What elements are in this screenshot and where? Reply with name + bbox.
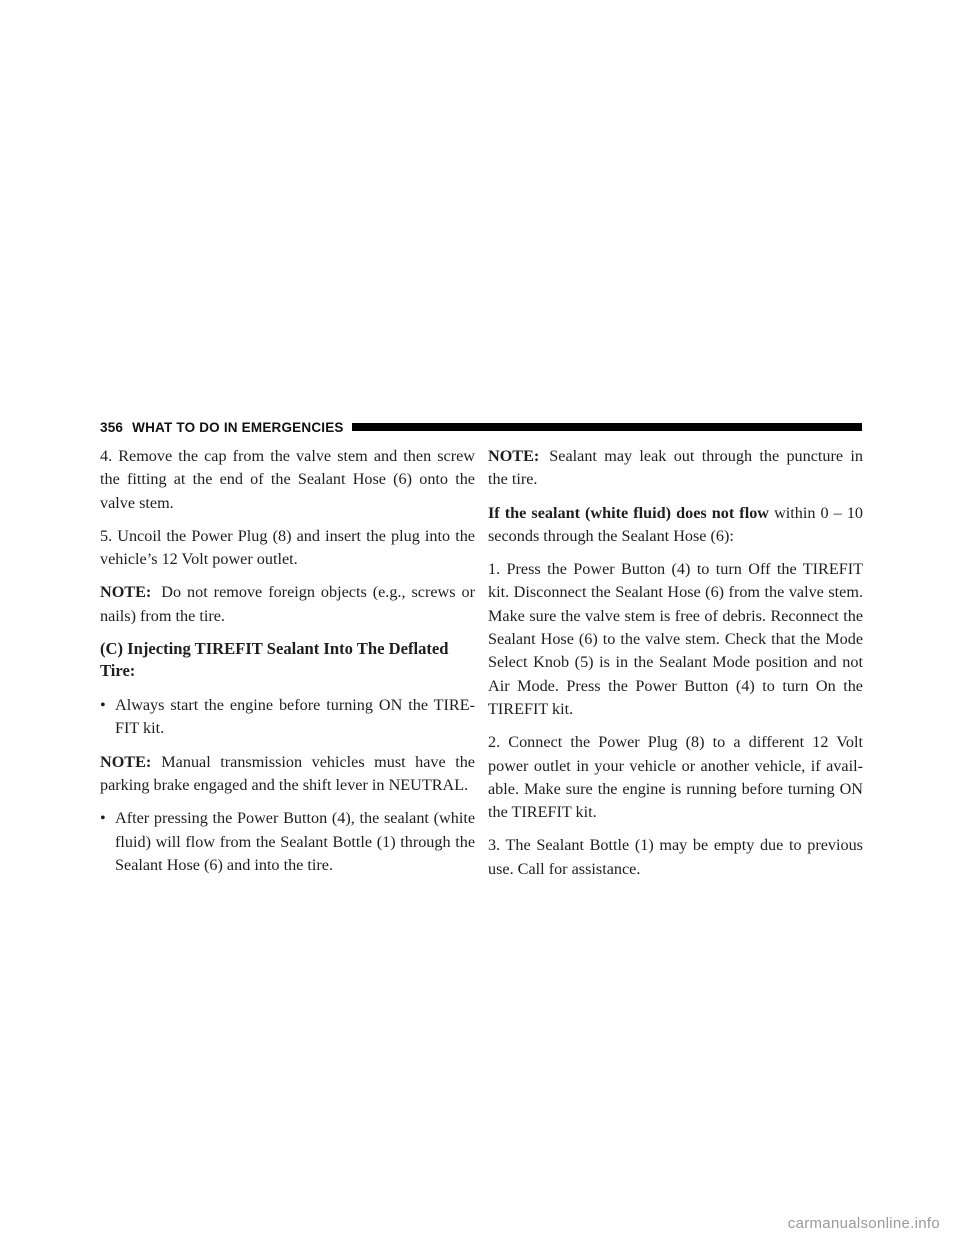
bullet-item-1 xyxy=(100,694,475,741)
subheading-line-2: Tire: xyxy=(100,661,136,681)
remedy-item-3: 3. The Sealant Bottle (1) may be empty due to previous use. Call for assistance. xyxy=(488,836,863,878)
subheading xyxy=(100,638,475,682)
bullet-icon: • xyxy=(100,696,106,715)
note-label: NOTE: xyxy=(100,752,152,771)
page-header xyxy=(100,418,862,436)
note-label: NOTE: xyxy=(488,447,540,465)
left-column xyxy=(100,445,475,887)
watermark: carmanualsonline.info xyxy=(787,1215,940,1232)
condition-paragraph xyxy=(488,502,863,549)
remedy-item-1: 1. Press the Power Button (4) to turn Off the TIREFIT kit. Disconnect the Sealant Hose (6) from the valve stem. Make sure the valve stem is free of debris. Reconnect the Sealant Hose (6) to the valve stem. Check that the Mode Select Knob (5) is in the Sealant Mode position and not Air Mode. Press the Power Button (4) to turn On the TIREFIT kit. xyxy=(488,560,863,718)
note-label: NOTE: xyxy=(100,583,152,602)
page-number: 356 xyxy=(100,419,124,435)
bullet-icon: • xyxy=(100,809,106,828)
subheading-line-1: (C) Injecting TIREFIT Sealant Into The Deflated xyxy=(100,639,449,659)
right-column xyxy=(488,445,863,891)
note-1 xyxy=(100,581,475,628)
note-text: Do not remove foreign objects (e.g., screws or nails) from the tire. xyxy=(100,583,475,625)
condition-bold: If the sealant (white fluid) does not flow xyxy=(488,503,769,522)
bullet-item-2 xyxy=(100,807,475,877)
condition-text: within 0 – 10 seconds through the Sealant Hose (6): xyxy=(488,503,864,545)
step-4: 4. Remove the cap from the valve stem and then screw the fitting at the end of the Sealant Hose (6) onto the valve stem. xyxy=(100,447,475,512)
note-text: Sealant may leak out through the puncture in the tire. xyxy=(488,447,863,489)
note-text: Manual transmission vehicles must have the parking brake engaged and the shift lever in NEUTRAL. xyxy=(100,752,475,794)
remedy-item-2: 2. Connect the Power Plug (8) to a different 12 Volt power outlet in your vehicle or another vehicle, if avail-able. Make sure the engine is running before turning ON the TIREFIT kit. xyxy=(488,733,863,822)
step-5: 5. Uncoil the Power Plug (8) and insert the plug into the vehicle’s 12 Volt power outlet. xyxy=(100,526,475,569)
section-title: WHAT TO DO IN EMERGENCIES xyxy=(132,419,344,435)
bullet-text: After pressing the Power Button (4), the sealant (white fluid) will flow from the Sealant Bottle (1) through the Sealant Hose (6) and into the tire. xyxy=(115,809,475,874)
note-3 xyxy=(488,445,863,492)
header-rule xyxy=(352,423,862,431)
note-2 xyxy=(100,751,475,798)
bullet-text: Always start the engine before turning ON the TIRE-FIT kit. xyxy=(115,696,475,738)
